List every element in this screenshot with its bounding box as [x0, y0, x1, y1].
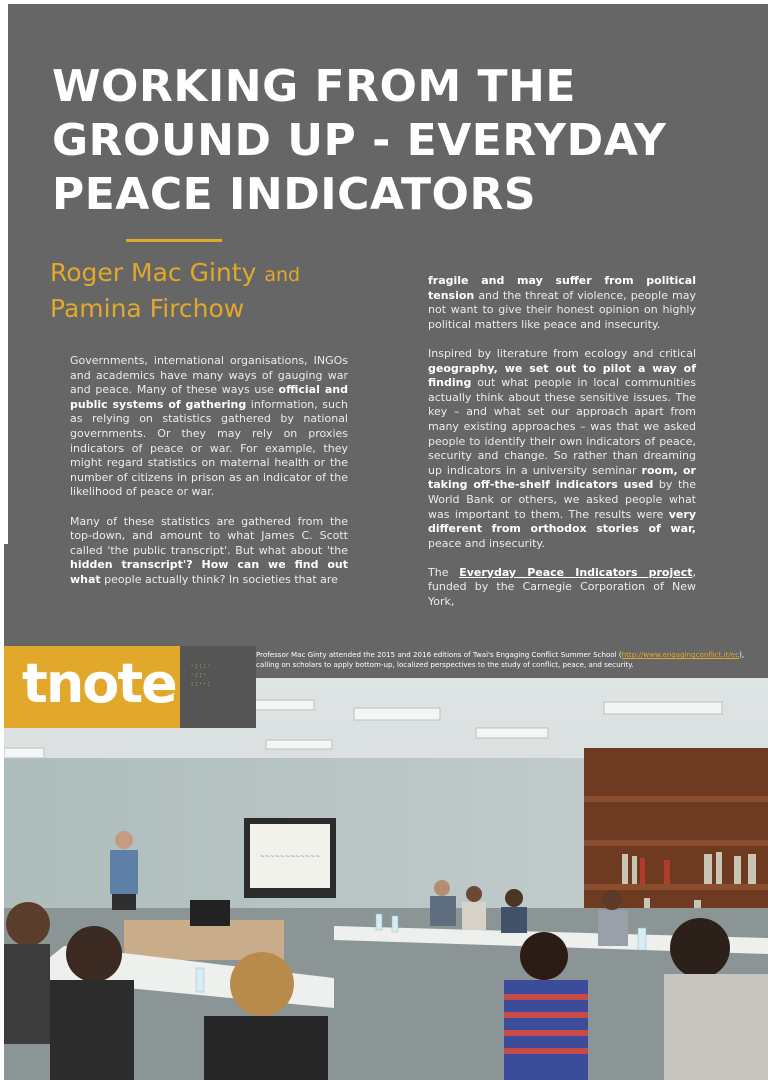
projector-screen: [244, 818, 336, 898]
paragraph: [428, 566, 696, 610]
seminar-photo: [4, 678, 768, 1080]
text-run: The: [428, 565, 460, 579]
text-run: Inspired by literature from ecology and critical: [428, 346, 696, 360]
author-first: Roger Mac Ginty: [50, 258, 257, 287]
project-link[interactable]: Everyday Peace Indicators project: [459, 565, 693, 579]
text-run: peace and insecurity.: [428, 536, 545, 550]
tnote-logo: [4, 646, 180, 728]
text-column-left: [70, 354, 348, 602]
article-page: [4, 4, 768, 1080]
text-run: and the threat of violence, people may not want to give their honest opinion on highly political matters like peace and insecurity.: [428, 288, 696, 331]
iai-logo-mark: [190, 662, 211, 689]
paragraph: [428, 274, 696, 332]
photo-caption: [256, 650, 764, 670]
author-second: Pamina Firchow: [50, 294, 245, 323]
paragraph: [70, 354, 348, 500]
tnote-logo-text: tnote: [22, 652, 176, 715]
logo-line: ·:::·: [190, 662, 212, 670]
article-title: WORKING FROM THE GROUND UP - EVERYDAY PEACE INDICATORS: [52, 61, 667, 220]
svg-text:~~~~~~~~~~~~: ~~~~~~~~~~~~: [259, 853, 321, 860]
text-run: Many of these statistics are gathered from the top-down, and amount to what James C. Scott called 'the public transcript'. But what about 'the: [70, 514, 348, 557]
emphasis-text: geography, we set out to pilot a way of finding: [428, 361, 696, 390]
caption-text: ), calling on scholars to apply bottom-up, localized perspectives to the study of conflict, peace, and security.: [256, 650, 745, 669]
page-edge: [4, 4, 8, 544]
iai-logo-block: [180, 646, 256, 728]
paragraph: [70, 515, 348, 588]
text-run: information, such as relying on statistics gathered by national governments. Or they may rely on proxies indicators of peace or war. For example, they might regard statistics on maternal health or the number of citizens in prison as an indicator of the likelihood of peace or war.: [70, 397, 348, 499]
caption-text: Professor Mac Ginty attended the 2015 and 2016 editions of Twai's Engaging Conflict Summer School (: [256, 650, 622, 659]
emphasis-text: hidden transcript'? How can we find out what: [70, 558, 348, 586]
text-run: people actually think? In societies that are: [100, 572, 338, 586]
logo-line: ·::·: [190, 671, 207, 679]
text-run: by the World Bank or others, we asked people what was important to them. The results were: [428, 478, 696, 521]
paragraph: [428, 347, 696, 551]
logo-line: ::··:: [190, 680, 212, 688]
text-run: out what people in local communities actually think about these sensitive issues. The key – and what set our approach apart from many existing approaches – was that we asked people to identify their own indicators of peace, security and change. So rather than dreaming up indicators in a university seminar: [428, 376, 696, 477]
emphasis-text: room, or taking off-the-shelf indicators used: [428, 463, 696, 492]
emphasis-text: fragile and may suffer from political tension: [428, 274, 696, 302]
text-run: Governments, international organisations, INGOs and academics have many ways of gauging war and peace. Many of these ways use: [70, 354, 348, 397]
title-divider: [126, 239, 222, 242]
author-conjunction: and: [264, 264, 301, 286]
monitor: [190, 900, 230, 926]
text-run: , funded by the Carnegie Corporation of New York,: [428, 565, 696, 609]
emphasis-text: official and public systems of gathering: [70, 383, 348, 411]
emphasis-text: very different from orthodox stories of war,: [428, 507, 696, 536]
authors-byline: [50, 256, 370, 326]
text-column-right: [428, 274, 696, 624]
caption-link[interactable]: http://www.engagingconflict.it/ec: [621, 650, 740, 659]
